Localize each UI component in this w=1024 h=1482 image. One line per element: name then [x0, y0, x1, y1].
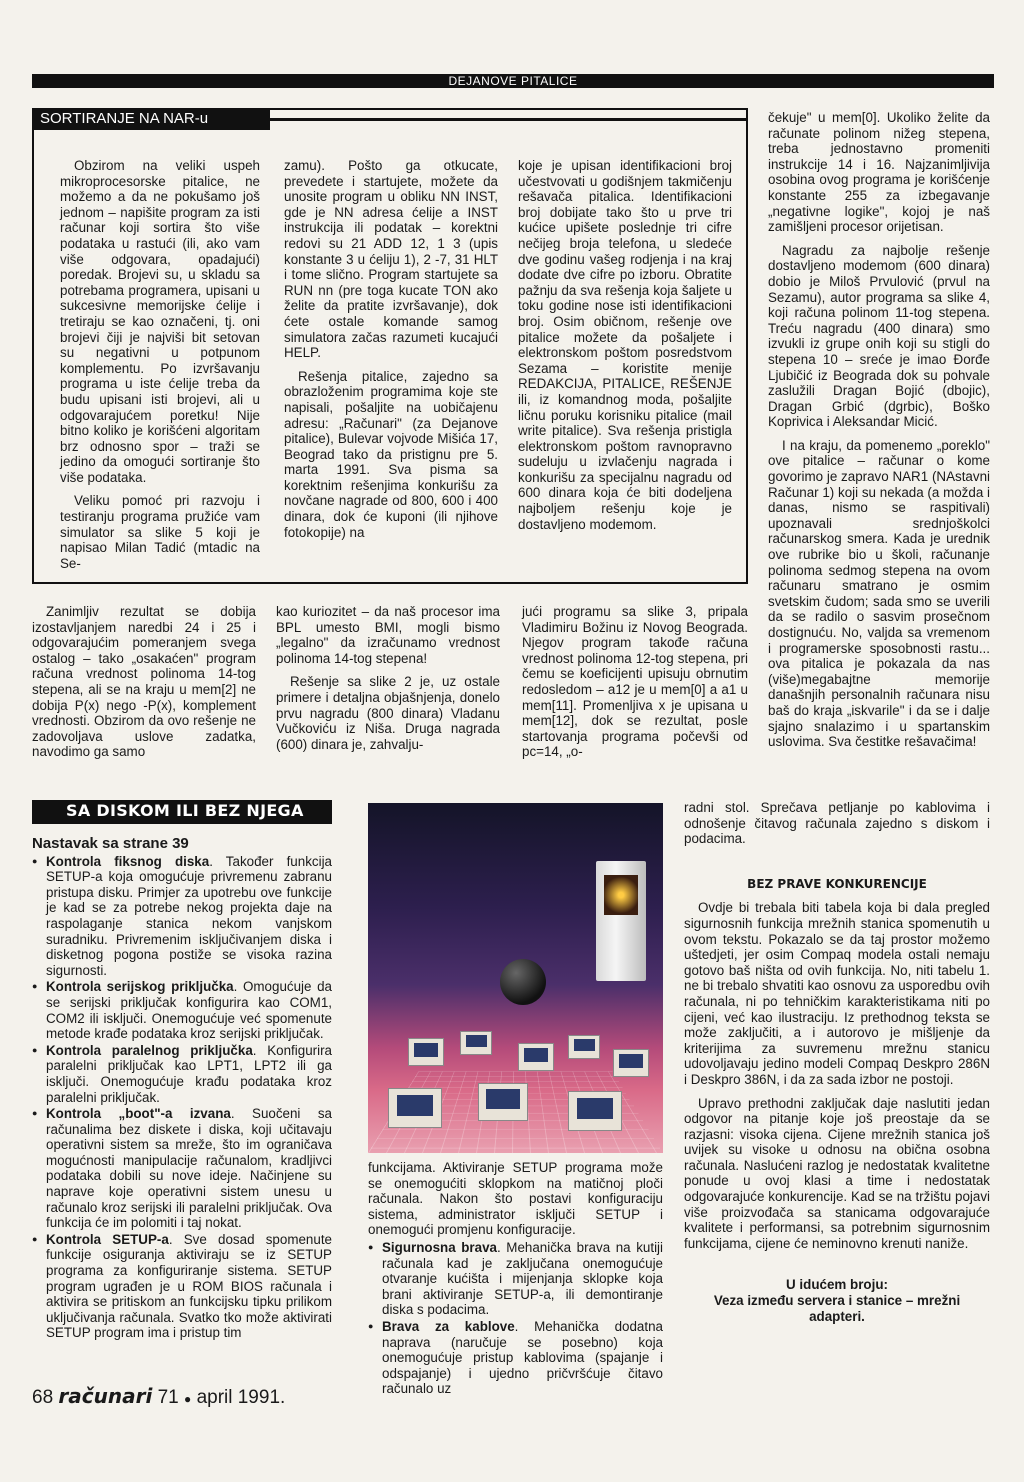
- black-sphere: [500, 959, 546, 1005]
- lower-column-1: [32, 604, 256, 768]
- item-text: . Suočeni sa računalima bez diskete i diska, koji učitavaju operativni sistem sa mreže, što im ograničava mogućnosti manipulacije računalom, kradljivci podataka dobili su nove ideje. Načinjene su naprave koje operativni sistem unesu u računalo kroz serijski ili paralelni priključak. Ova funkcija će im polomiti i taj nokat.: [46, 1106, 332, 1231]
- section-header: DEJANOVE PITALICE: [32, 74, 994, 88]
- disk-title-rule: [32, 822, 332, 824]
- disk-feature-list: [32, 854, 332, 1341]
- sort-c2-p2: Rešenja pitalice, zajedno sa obrazloženim programima koje ste napisali, pošaljite na uobičajenu adresu: „Računari" (za Dejanove pitalice), Bulevar vojvode Mišića 17, Beograd tako da pristignu pre 5. marta 1991. Sva pisma sa korektnim rešenjima konkurišu za novčane nagrade od 800, 600 i 400 dinara, dok će kuponi (ili njihove fotokopije) na: [284, 368, 498, 540]
- item-text: . Također funkcija SETUP-a koja omogućuje privremenu zabranu pristupa disku. Primjer za upotrebu ove funkcije je kad se za potrebe nekog projekta daje na raspolaganje stanica nekom vanjskom suradniku. Privremenim isključivanjem diska i disketnog pogona postiže se visoka razina sigurnosti.: [46, 853, 332, 978]
- list-item: [32, 1232, 332, 1341]
- item-head: Sigurnosna brava: [382, 1239, 497, 1255]
- lower-column-3: [522, 604, 748, 768]
- compare-p2: Upravo prethodni zaključak daje naslutiti jedan odgovor na pitanje koje još preostaje da se razjasni: visoka cijena. Cijene mrežnih stanica još uvijek su visoke u odnosu na obična osobna računala. Naslućeni razlog je nedostatak kvalitetne ponude u ovoj klasi a time i nedostatak odgovarajuće konkurencije. Kad se na tržištu pojavi više proizvođača sa stanicama odgovarajuće kvalitete i performansi, sa potrebnim sigurnosnim funkcijama, cijene će neminovno krenuti naniže.: [684, 1095, 990, 1251]
- list-item: [368, 1319, 663, 1397]
- mid-p: funkcijama. Aktiviranje SETUP programa može se onemogućiti sklopkom na matičnoj ploči računala. Nakon što postavi konfiguraciju sistema, administrator isključi SETUP i onemogući promjenu konfiguracije.: [368, 1160, 663, 1238]
- lower-c2-p1: kao kuriozitet – da naš procesor ima BPL umesto BMI, mogli bismo „legalno" da izračunamo vrednost polinoma 14-tog stepena!: [276, 604, 500, 666]
- item-text: . Mehanička dodatna naprava (naručuje se posebno) koja onemogućuje pristup kablovima (spajanje i odspajanje) i ujedno pričvršćuje čitavo računalo uz: [382, 1318, 663, 1397]
- item-text: . Sve dosad spomenute funkcije osiguranja aktiviraju se iz SETUP programa za konfiguriranje sistema. SETUP program ugrađen je u ROM BIOS računala i aktivira se pritiskom an funkcijsku tipku prilikom uključivanja računala. Svatko tko može aktivirati SETUP program ima i pristup tim: [46, 1231, 332, 1341]
- lower-column-2: [276, 604, 500, 760]
- lower-c3: jući programu sa slike 3, pripala Vladimiru Božinu iz Novog Beograda. Njegov program takođe računa vrednost polinoma 12-tog stepena, pri čemu se koeficijenti upisuju obrnutim redosledom – a12 je u mem[0] a a1 u mem[11]. Promenljiva x je upisana u mem[12], dok se rezultat, posle startovanja programa počevši od pc=14, „o-: [522, 604, 748, 760]
- list-item: [32, 1043, 332, 1105]
- pc-icon: [478, 1083, 528, 1121]
- pc-icon: [388, 1088, 442, 1128]
- bullet-icon: ●: [184, 1392, 192, 1406]
- item-head: Kontrola paralelnog priključka: [46, 1042, 253, 1058]
- continued-note: Nastavak sa strane 39: [32, 835, 189, 852]
- disk-column-2: [368, 1160, 663, 1398]
- item-text: . Konfigurira paralelni priključak kao LPT1, LPT2 ili ga isključi. Onemogućuje krađu podataka kroz paralelni priključak.: [46, 1042, 332, 1105]
- page-footer: [32, 1384, 285, 1411]
- disk-column-1: [32, 836, 332, 1342]
- issue-number: 71: [157, 1387, 179, 1408]
- item-text: . Mehanička brava na kutiji računala kad je zaključana onemogućuje otvaranje kućišta i mijenjanja sklopke koja brani aktiviranje SETUP-a, ili demontiranje diska s podacima.: [382, 1239, 663, 1318]
- pc-icon: [613, 1049, 649, 1077]
- item-head: Kontrola „boot"-a izvana: [46, 1106, 231, 1122]
- pc-icon: [568, 1091, 622, 1131]
- list-item: [32, 979, 332, 1041]
- next-issue-label: U idućem broju:: [786, 1277, 888, 1293]
- monolith-screen: [604, 875, 638, 915]
- sort-c2-p1: zamu). Pošto ga otkucate, prevedete i startujete, možete da unosite program u obliku NN INST, gde je NN adresa ćelije a INST instrukcija ili podatak – korektni redovi su 21 ADD 12, 1 3 (upis konstante 3 u ćeliju 1), 2 -7, 31 HLT i tome slično. Program startujete sa RUN nn (pre toga kucate TON ako želite da pratite izvršavanje), dok ćete ostale komande samog simulatora začas razumeti kucajući HELP.: [284, 158, 498, 361]
- item-head: Brava za kablove: [382, 1318, 515, 1334]
- computer-network-illustration: [368, 803, 663, 1153]
- sort-c1-p1: Obzirom na veliki uspeh mikroprocesorske pitalice, ne možemo a da ne pokušamo još jednom – napišite program za isti računar koji sortira što više podataka u rastući (ili, ako vam više odgovara, opadajući) poredak. Brojevi su, u skladu sa potrebama programera, upisani u sukcesivne memorijske ćelije i tretiraju se kao označeni, tj. oni brojevi čiji je najviši bit setovan su negativni u potpunom komplementu. Po izvršavanju programa u iste ćelije treba da budu upisani isti brojevi, ali u odgovarajućem poretku! Nije bitno koliko je korišćeni algoritam brz odnosno spor – traži se jedino da omogući sortiranje što više podataka.: [60, 158, 260, 485]
- right-p1: čekuje" u mem[0]. Ukoliko želite da računate polinom nižeg stepena, treba jednostavno promeniti instrukcije 14 i 16. Najzanimljivija osobina ovog programa je korišćenje konstante 255 za izbegavanje „negativne logike", kojoj je naš zamišljeni procesor orijetisan.: [768, 110, 990, 235]
- next-issue-text: Veza između servera i stanice – mrežni adapteri.: [713, 1293, 961, 1324]
- list-item: [368, 1240, 663, 1318]
- sort-column-3: [518, 158, 732, 540]
- pc-icon: [408, 1038, 444, 1066]
- disk-article-title: SA DISKOM ILI BEZ NJEGA: [32, 800, 332, 822]
- disk-column-3: [684, 800, 990, 1324]
- magazine-logo: računari: [58, 1384, 153, 1408]
- right-p0: radni stol. Sprečava petljanje po kablovima i odnošenje čitavog računala zajedno s diskom i podacima.: [684, 800, 990, 847]
- list-item: [32, 1106, 332, 1231]
- right-p3: I na kraju, da pomenemo „poreklo" ove pitalice – računar o kome govorimo je zapravo NAR1 (NAstavni Računar 1) koji su nekada (a možda i danas, nismo se raspitivali) upoznavali srednjoškolci računarskog smera. Kada je urednik ove rubrike bio u školi, računanje polinoma sedmog stepena na ovom računaru smatrano je osmim svetskim čudom; sada smo se uverili da se radilo o sasvim prosečnom dostignuću. No, valjda sa vremenom i programerske sposobnosti rastu... ova pitalica je pokazala da nas (više)megabajtne memorije današnjih personalnih računara nisu baš do kraja „iskvarile" i da se i dalje sjajno snalazimo i u spartanskim uslovima. Sva čestitke rešavačima!: [768, 437, 990, 750]
- issue-date: april 1991.: [196, 1387, 286, 1408]
- lower-c1: Zanimljiv rezultat se dobija izostavljanjem naredbi 24 i 25 i odgovarajućim pomeranjem svega ostalog – tako „osakaćen" program računa vrednost polinoma 14-tog stepena, ali se na kraju u mem[2] ne dobija P(x) nego -P(x), komplement vrednosti. Obzirom da ovo rešenje ne zadovoljava uslove zadatka, navodimo ga samo: [32, 604, 256, 760]
- pc-icon: [518, 1043, 554, 1071]
- item-head: Kontrola serijskog priključka: [46, 979, 234, 995]
- lower-c2-p2: Rešenje sa slike 2 je, uz ostale primere i detaljna objašnjenja, donelo prvu nagradu (800 dinara) Vladanu Vučkoviću iz Niša. Druga nagrada (600) dinara je, zahvalju-: [276, 674, 500, 752]
- pc-icon: [568, 1035, 600, 1059]
- sort-article-title: SORTIRANJE NA NAR-u: [32, 108, 270, 130]
- mid-feature-list: [368, 1240, 663, 1397]
- sort-title-rule: [270, 118, 748, 121]
- page-number: 68: [32, 1387, 54, 1408]
- sort-c1-p2: Veliku pomoć pri razvoju i testiranju programa pružiće vam simulator sa slike 5 koji je napisao Milan Tadić (mtadic na Se-: [60, 493, 260, 571]
- compare-p1: Ovdje bi trebala biti tabela koja bi dala pregled sigurnosnih funkcija mrežnih stanica spomenutih u ovom tekstu. Pokazalo se da taj prostor možemo uštedjeti, jer osim Compaq modela ostali nemaju gotovo baš ništa od ovih funkcija. No, niti tabelu 1. ne bi trebalo shvatiti kao osnovu za usporedbu ovih računala, ni po tehničkim karakteristikama niti po cijeni, već kao ilustraciju. Iz prethodnog teksta se može zaključiti, a i autorovo je mišljenje da kriterijima za suvremenu mrežnu stanicu udovoljavaju jedino modeli Compaq Deskpro 286N i Deskpro 386N, i da za sada izbor ne postoji.: [684, 900, 990, 1087]
- sort-column-2: [284, 158, 498, 548]
- item-head: Kontrola SETUP-a: [46, 1231, 169, 1247]
- item-head: Kontrola fiksnog diska: [46, 853, 210, 869]
- sort-c3-p1: koje je upisan identifikacioni broj učestvovati u godišnjem takmičenju rešavača pitalica. Identifikacioni broj dobijate tako što u prve tri kućice upišete poslednje tri cifre nečijeg broja telefona, u sledeće dve godinu vašeg rodjenja i na kraj dodate dve cifre po izboru. Obratite pažnju da sva rešenja koja šaljete u toku godine nose isti identifikacioni broj. Osim običnom, rešenje ove pitalice možete da pošaljete i elektronskom poštom posredstvom Sezama – koristite menije REDAKCIJA, PITALICE, REŠENJE ili, iz komandnog moda, pošaljite ličnu poruku korisniku pitalice (mail write pitalice). Sva rešenja pristigla elektronskom poštom ravnopravno sudeluju u izvlačenju nagrada i konkurišu za specijalnu nagradu od 600 dinara koja će biti dodeljena najboljem rešenju koje je dostavljeno modemom.: [518, 158, 732, 532]
- item-text: . Omogućuje da se serijski priključak konfigurira kao COM1, COM2 ili isključi. Onemogućuje već spomenute metode krađe podataka kroz serijski priključak.: [46, 979, 332, 1042]
- sort-column-1: [60, 158, 260, 579]
- sub-heading: BEZ PRAVE KONKURENCIJE: [747, 876, 927, 891]
- pc-icon: [460, 1031, 492, 1055]
- right-p2: Nagradu za najbolje rešenje dostavljeno modemom (600 dinara) dobio je Miloš Prvulović (prvul na Sezamu), autor programa sa slike 4, koji računa polinom 11-tog stepena. Treću nagradu (400 dinara) smo izvukli iz grupe onih koji su stigli do stepena 10 – sreće je imao Đorđe Ljubičić iz Beograda dok su pohvale zaslužili Dragan Bojić (dbojic), Dragan Grbić (dgrbic), Boško Koprivica i Aleksandar Micić.: [768, 242, 990, 430]
- right-column: [768, 110, 990, 758]
- monolith-computer: [596, 861, 646, 981]
- list-item: [32, 854, 332, 979]
